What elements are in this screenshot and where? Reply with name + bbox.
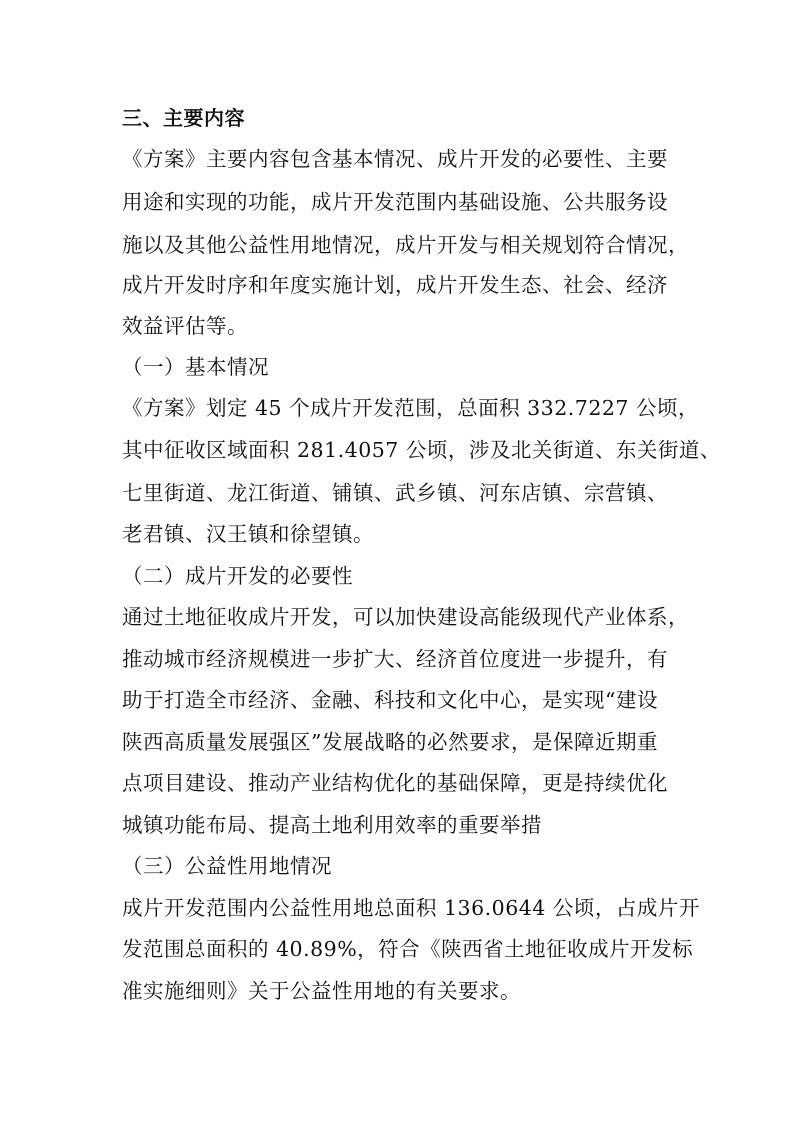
- subsection-title-necessity: （二）成片开发的必要性: [122, 564, 353, 588]
- public-land-line-1: 成片开发范围内公益性用地总面积 136.0644 公顷，占成片开: [122, 896, 700, 920]
- necessity-line-5: 点项目建设、推动产业结构优化的基础保障，更是持续优化: [122, 771, 668, 795]
- section-title: 三、主要内容: [122, 106, 245, 130]
- basic-line-3: 七里街道、龙江街道、铺镇、武乡镇、河东店镇、宗营镇、: [122, 481, 668, 505]
- subsection-title-basic: （一）基本情况: [122, 355, 269, 379]
- necessity-line-3: 助于打造全市经济、金融、科技和文化中心，是实现“建设: [122, 688, 658, 712]
- intro-line-1: 《方案》主要内容包含基本情况、成片开发的必要性、主要: [122, 147, 668, 171]
- basic-line-1: 《方案》划定 45 个成片开发范围，总面积 332.7227 公顷，: [122, 396, 699, 420]
- basic-line-2: 其中征收区域面积 281.4057 公顷，涉及北关街道、东关街道、: [122, 438, 721, 462]
- intro-line-3: 施以及其他公益性用地情况，成片开发与相关规划符合情况，: [122, 233, 689, 257]
- intro-line-5: 效益评估等。: [122, 314, 248, 338]
- intro-line-4: 成片开发时序和年度实施计划，成片开发生态、社会、经济: [122, 273, 668, 297]
- necessity-line-4: 陕西高质量发展强区”发展战略的必然要求，是保障近期重: [122, 730, 658, 754]
- public-land-line-2: 发范围总面积的 40.89%，符合《陕西省土地征收成片开发标: [122, 937, 694, 961]
- necessity-line-6: 城镇功能布局、提高土地利用效率的重要举措: [122, 813, 542, 837]
- intro-line-2: 用途和实现的功能，成片开发范围内基础设施、公共服务设: [122, 190, 668, 214]
- basic-line-4: 老君镇、汉王镇和徐望镇。: [122, 522, 374, 546]
- necessity-line-1: 通过土地征收成片开发，可以加快建设高能级现代产业体系，: [122, 605, 689, 629]
- subsection-title-public-land: （三）公益性用地情况: [122, 854, 332, 878]
- necessity-line-2: 推动城市经济规模进一步扩大、经济首位度进一步提升，有: [122, 647, 668, 671]
- public-land-line-3: 准实施细则》关于公益性用地的有关要求。: [122, 979, 521, 1003]
